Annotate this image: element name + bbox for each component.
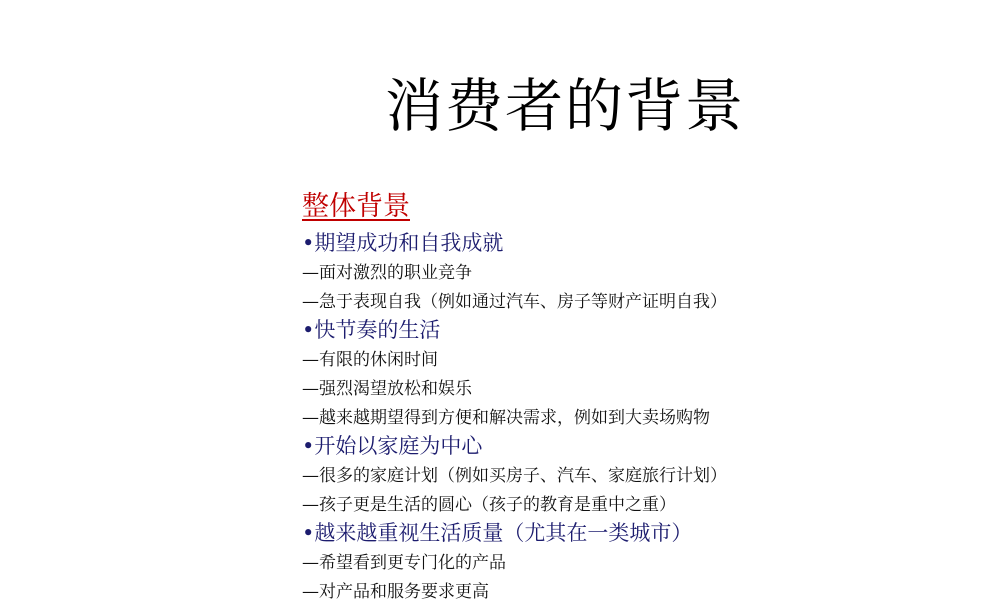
slide-title: 消费者的背景: [385, 72, 746, 140]
sub-item: —越来越期望得到方便和解决需求，例如到大卖场购物: [302, 408, 710, 428]
bullet-text: 期望成功和自我成就: [314, 231, 504, 255]
sub-item: —孩子更是生活的圆心（孩子的教育是重中之重）: [302, 495, 676, 515]
sub-item: —强烈渴望放松和娱乐: [302, 379, 472, 399]
bullet-item: [302, 433, 982, 462]
bullet-item: [302, 520, 982, 549]
bullet-dot: •: [302, 318, 315, 342]
bullet-text: 开始以家庭为中心: [314, 434, 483, 458]
bullet-dot: •: [302, 521, 315, 545]
sub-item: —对产品和服务要求更高: [302, 582, 489, 602]
bullet-text: 快节奏的生活: [314, 318, 441, 342]
sub-item: —面对激烈的职业竞争: [302, 263, 472, 283]
bullet-dot: •: [302, 434, 315, 458]
sub-item: —有限的休闲时间: [302, 350, 438, 370]
bullet-text: 越来越重视生活质量（尤其在一类城市）: [314, 521, 693, 545]
sub-item: —急于表现自我（例如通过汽车、房子等财产证明自我）: [302, 292, 727, 312]
bullet-item: [302, 317, 982, 346]
section-title: 整体背景: [302, 191, 410, 222]
slide-content: [302, 190, 982, 607]
sub-item: —很多的家庭计划（例如买房子、汽车、家庭旅行计划）: [302, 466, 727, 486]
bullet-item: [302, 230, 982, 259]
sub-item: —希望看到更专门化的产品: [302, 553, 506, 573]
bullet-dot: •: [302, 231, 315, 255]
